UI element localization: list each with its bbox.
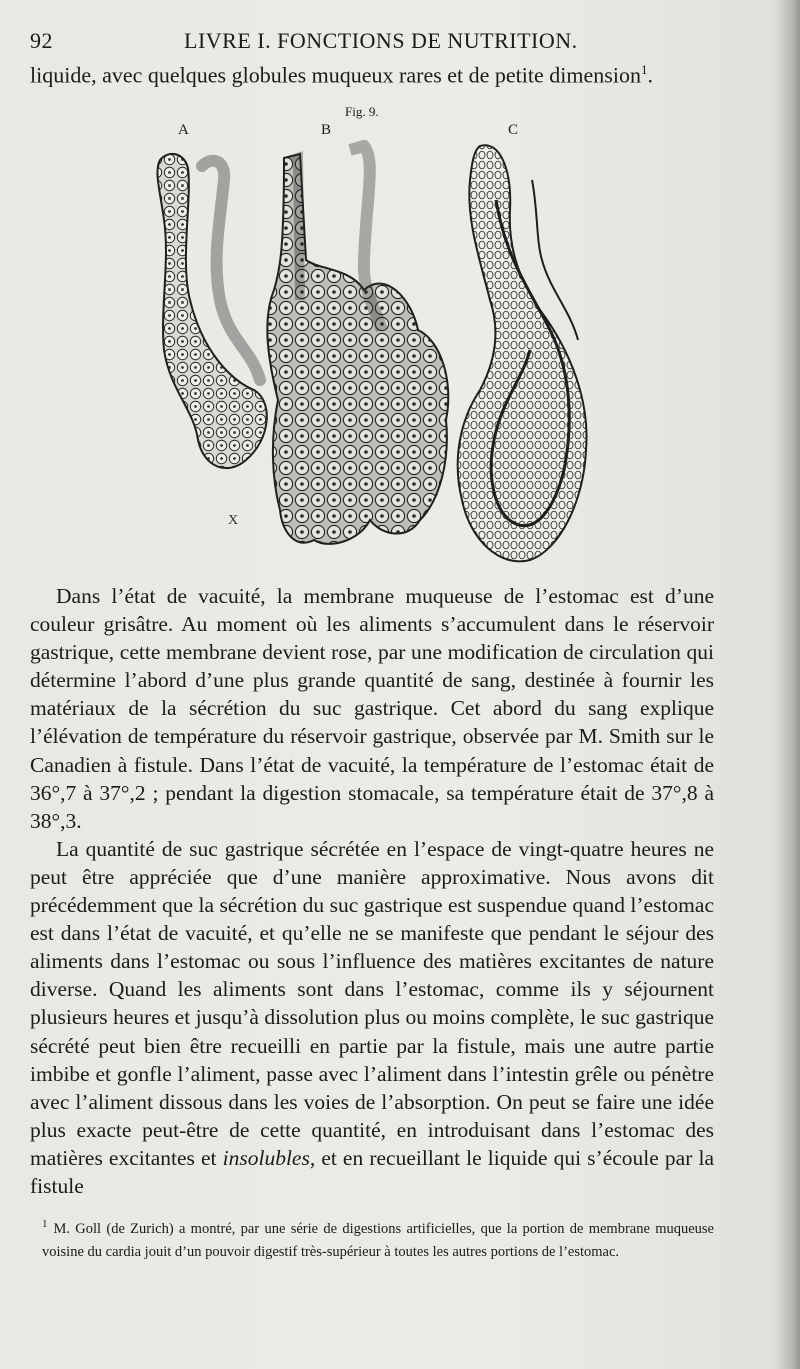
continued-line-text: liquide, avec quelques globules muqueux rares et de petite dimension [30, 62, 641, 88]
footnote [42, 1213, 714, 1264]
paragraph-2-italic: insolubles, [222, 1145, 316, 1170]
note-reference: 1 [640, 62, 648, 77]
continued-line: liquide, avec quelques globules muqueux rares et de petite dimension$^1$. [30, 62, 653, 88]
gland-illustration [150, 140, 600, 570]
figure-letter-a: A [178, 122, 189, 138]
gland-c [458, 145, 587, 561]
figure-mark: X [228, 513, 239, 528]
running-header [30, 28, 730, 58]
gland-a [157, 154, 266, 468]
paragraph-2 [30, 835, 714, 1200]
figure-letter-c: C [508, 122, 519, 138]
footnote-text: M. Goll (de Zurich) a montré, par une série de digestions artificielles, que la portion de membrane muqueuse voisine du cardia jouit d’un pouvoir digestif très-supérieur à toutes les autres portions de l’estomac. [42, 1220, 714, 1260]
footnote-mark: 1 [42, 1218, 48, 1230]
figure-letter-b: B [321, 122, 332, 138]
page-edge-shadow [778, 0, 800, 1369]
paragraph-1: Dans l’état de vacuité, la membrane muqueuse de l’estomac est d’une couleur grisâtre. Au moment où les aliments s’accumulent dans le réservoir gastrique, cette membrane devient rose, par une modification de circulation qui détermine l’abord d’une plus grande quantité de sang, destinée à fournir les matériaux de la sécrétion du suc gastrique. Cet abord du sang explique l’élévation de température du réservoir gastrique, observée par M. Smith sur le Canadien à fistule. Dans l’état de vacuité, la température de l’estomac était de 36°,7 à 37°,2 ; pendant la digestion stomacale, sa température était de 37°,8 à 38°,3. [30, 584, 714, 833]
page-number: 92 [30, 28, 53, 53]
running-title: LIVRE I. FONCTIONS DE NUTRITION. [184, 28, 578, 53]
paragraph-2-end: et en recueillant le liquide qui s’écoule par la fistule [30, 1145, 714, 1198]
figure-label: Fig. 9. [345, 104, 379, 119]
main-text [30, 582, 714, 1200]
gland-b [267, 146, 448, 544]
paragraph-2-text: La quantité de suc gastrique sécrétée en l’espace de vingt-quatre heures ne peut être appréciée que d’une manière approximative. Nous avons dit précédemment que la sécrétion du suc gastrique est suspendue quand l’estomac est dans l’état de vacuité, et qu’elle ne se manifeste que pendant le séjour des aliments dans l’estomac ou sous l’influence des matières excitantes de nature diverse. Quand les aliments sont dans l’estomac, comme ils y séjournent plusieurs heures et jusqu’à dissolution plus ou moins complète, le suc gastrique sécrété peut bien être recueilli en partie par la fistule, mais une autre partie imbibe et gonfle l’aliment, passe avec l’aliment dans l’intestin grêle ou pénètre avec l’aliment dissous dans les voies de l’absorption. On peut se faire une idée plus exacte peut-être de cette quantité, en introduisant dans l’estomac des matières excitantes et [30, 836, 714, 1170]
